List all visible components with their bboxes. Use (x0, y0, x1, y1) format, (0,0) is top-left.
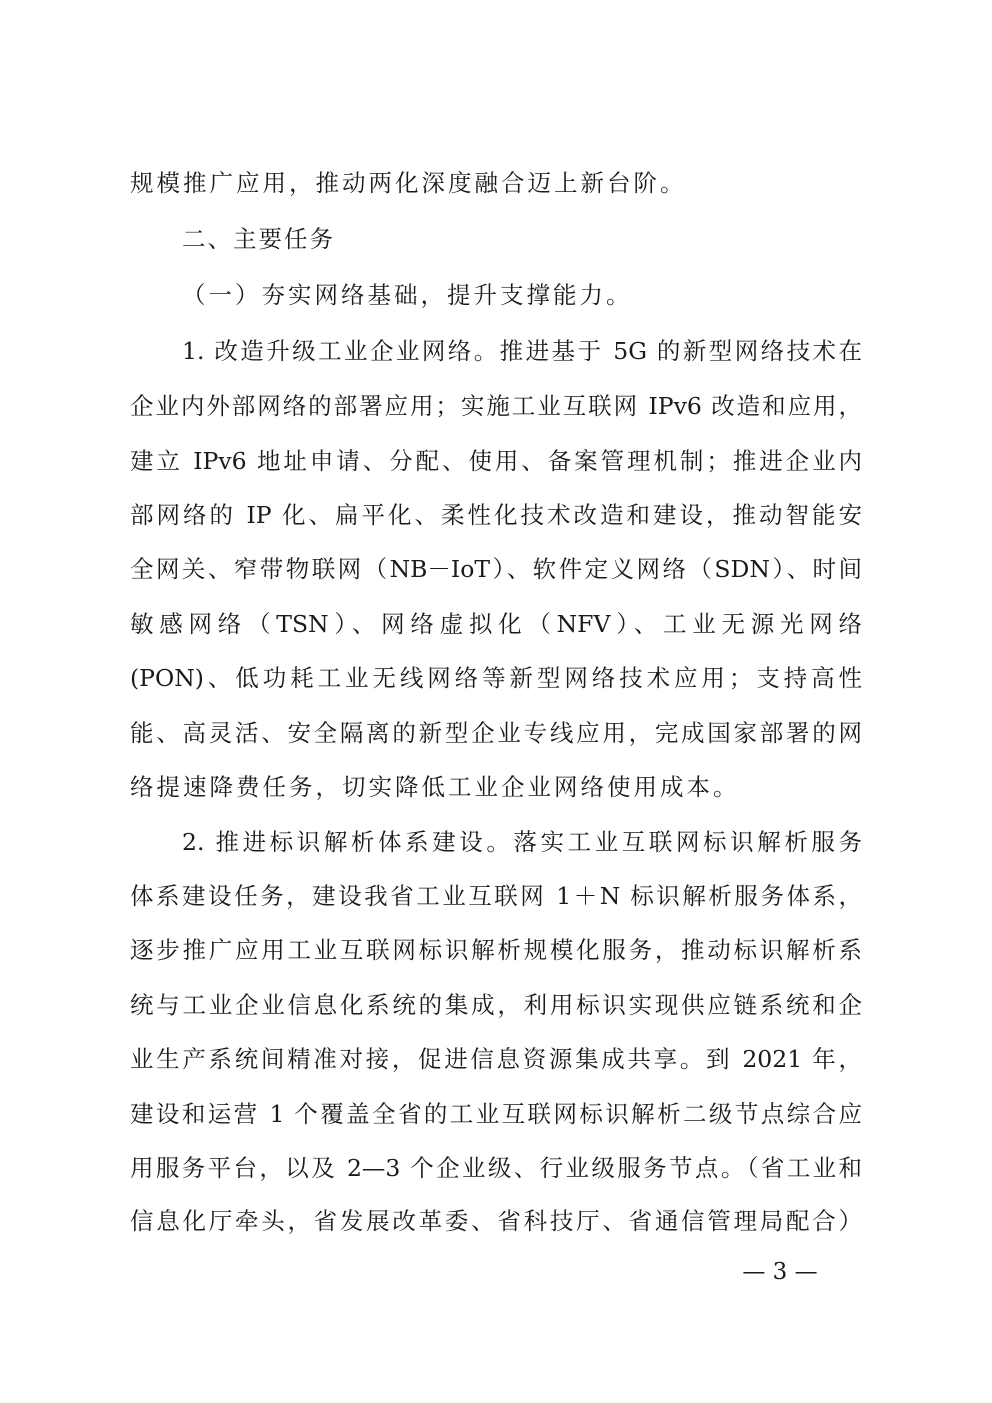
page-number: — 3 — (742, 1259, 818, 1285)
paragraph-line: 企业内外部网络的部署应用；实施工业互联网 IPv6 改造和应用， (130, 392, 862, 420)
paragraph-line: 2. 推进标识解析体系建设。落实工业互联网标识解析服务 (182, 828, 862, 856)
paragraph-line: 用服务平台，以及 2—3 个企业级、行业级服务节点。（省工业和 (130, 1154, 862, 1182)
paragraph-line: 络提速降费任务，切实降低工业企业网络使用成本。 (130, 773, 740, 801)
paragraph-line: 建立 IPv6 地址申请、分配、使用、备案管理机制；推进企业内 (130, 447, 862, 475)
paragraph-line: 信息化厅牵头，省发展改革委、省科技厅、省通信管理局配合） (130, 1207, 862, 1235)
paragraph-line: 统与工业企业信息化系统的集成，利用标识实现供应链系统和企 (130, 991, 862, 1019)
paragraph-line: 建设和运营 1 个覆盖全省的工业互联网标识解析二级节点综合应 (130, 1100, 862, 1128)
subsection-heading: （一）夯实网络基础，提升支撑能力。 (182, 281, 633, 309)
paragraph-line: 敏感网络（TSN）、网络虚拟化（NFV）、工业无源光网络 (130, 610, 862, 638)
section-heading: 二、主要任务 (182, 225, 335, 253)
paragraph-line: 1. 改造升级工业企业网络。推进基于 5G 的新型网络技术在 (182, 337, 862, 365)
paragraph-line: (PON)、低功耗工业无线网络等新型网络技术应用；支持高性 (130, 664, 862, 692)
paragraph-line: 部网络的 IP 化、扁平化、柔性化技术改造和建设，推动智能安 (130, 501, 862, 529)
paragraph-line: 业生产系统间精准对接，促进信息资源集成共享。到 2021 年， (130, 1045, 862, 1073)
paragraph-line: 规模推广应用，推动两化深度融合迈上新台阶。 (130, 169, 687, 197)
paragraph-line: 体系建设任务，建设我省工业互联网 1＋N 标识解析服务体系， (130, 882, 862, 910)
paragraph-line: 全网关、窄带物联网（NB－IoT）、软件定义网络（SDN）、时间 (130, 555, 862, 583)
paragraph-line: 能、高灵活、安全隔离的新型企业专线应用，完成国家部署的网 (130, 719, 862, 747)
paragraph-line: 逐步推广应用工业互联网标识解析规模化服务，推动标识解析系 (130, 936, 862, 964)
